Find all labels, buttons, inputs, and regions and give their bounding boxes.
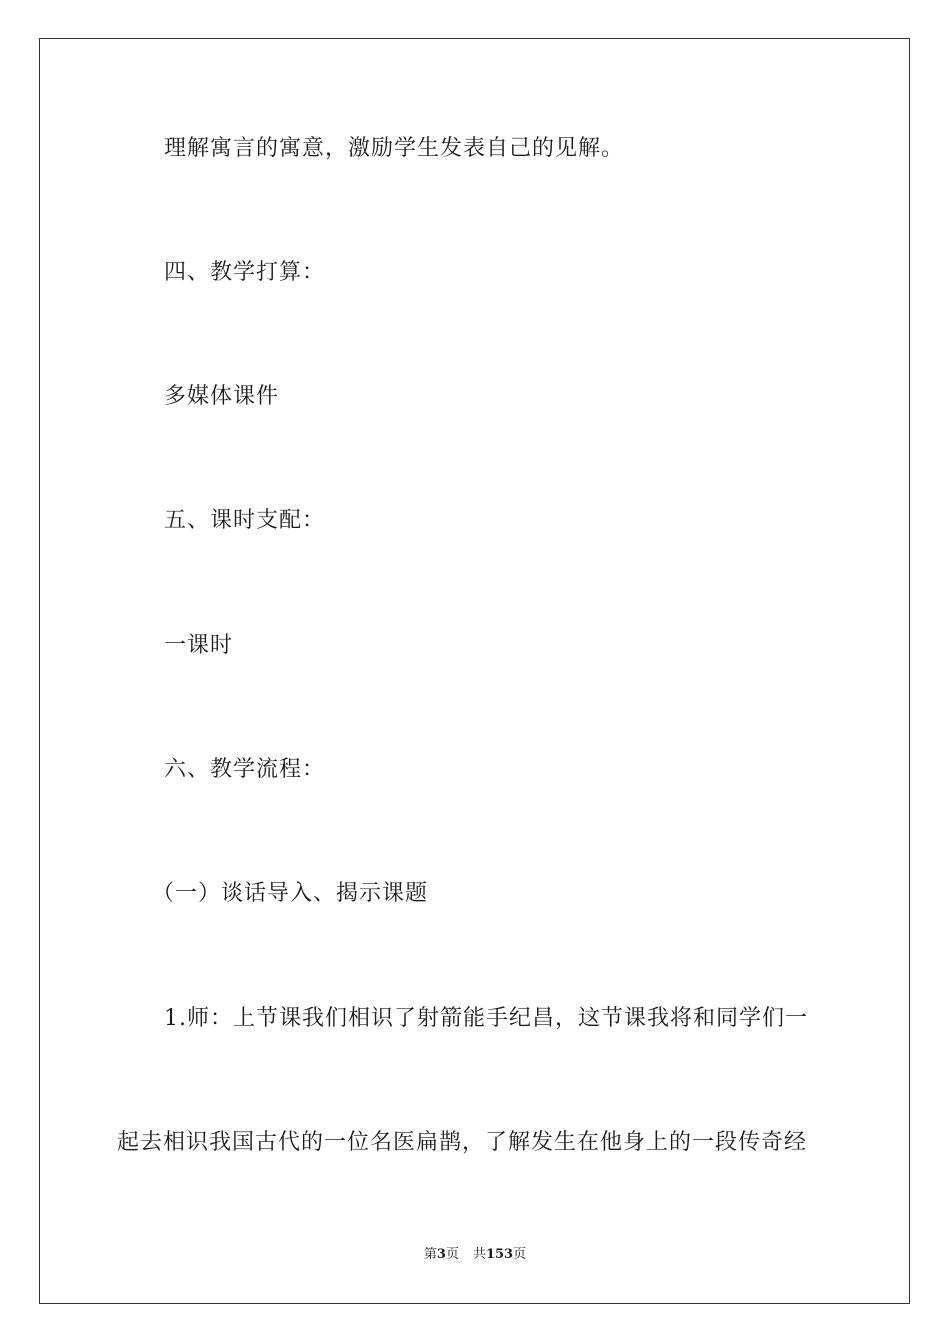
page-border xyxy=(39,38,910,1304)
total-prefix: 共 xyxy=(472,1247,486,1262)
section-heading-teaching-flow: 六、教学流程： xyxy=(164,757,326,782)
page-suffix: 页 xyxy=(445,1247,459,1262)
page-footer xyxy=(0,1246,950,1264)
total-pages: 153 xyxy=(485,1247,514,1262)
section-heading-class-hours: 五、课时支配： xyxy=(164,508,326,533)
body-line-paragraph-start: 1.师：上节课我们相识了射箭能手纪昌，这节课我将和同学们一 xyxy=(164,1006,808,1031)
body-line-hours: 一课时 xyxy=(164,633,234,658)
page-number: 3 xyxy=(436,1247,446,1262)
subsection-heading-intro: （一）谈话导入、揭示课题 xyxy=(152,881,429,906)
section-heading-teaching-prep: 四、教学打算： xyxy=(164,260,326,285)
body-line-paragraph-continued: 起去相识我国古代的一位名医扁鹊，了解发生在他身上的一段传奇经 xyxy=(117,1130,808,1155)
total-suffix: 页 xyxy=(513,1247,527,1262)
body-line-1: 理解寓言的寓意，激励学生发表自己的见解。 xyxy=(164,136,625,161)
body-line-materials: 多媒体课件 xyxy=(164,384,280,409)
page-prefix: 第 xyxy=(423,1247,437,1262)
